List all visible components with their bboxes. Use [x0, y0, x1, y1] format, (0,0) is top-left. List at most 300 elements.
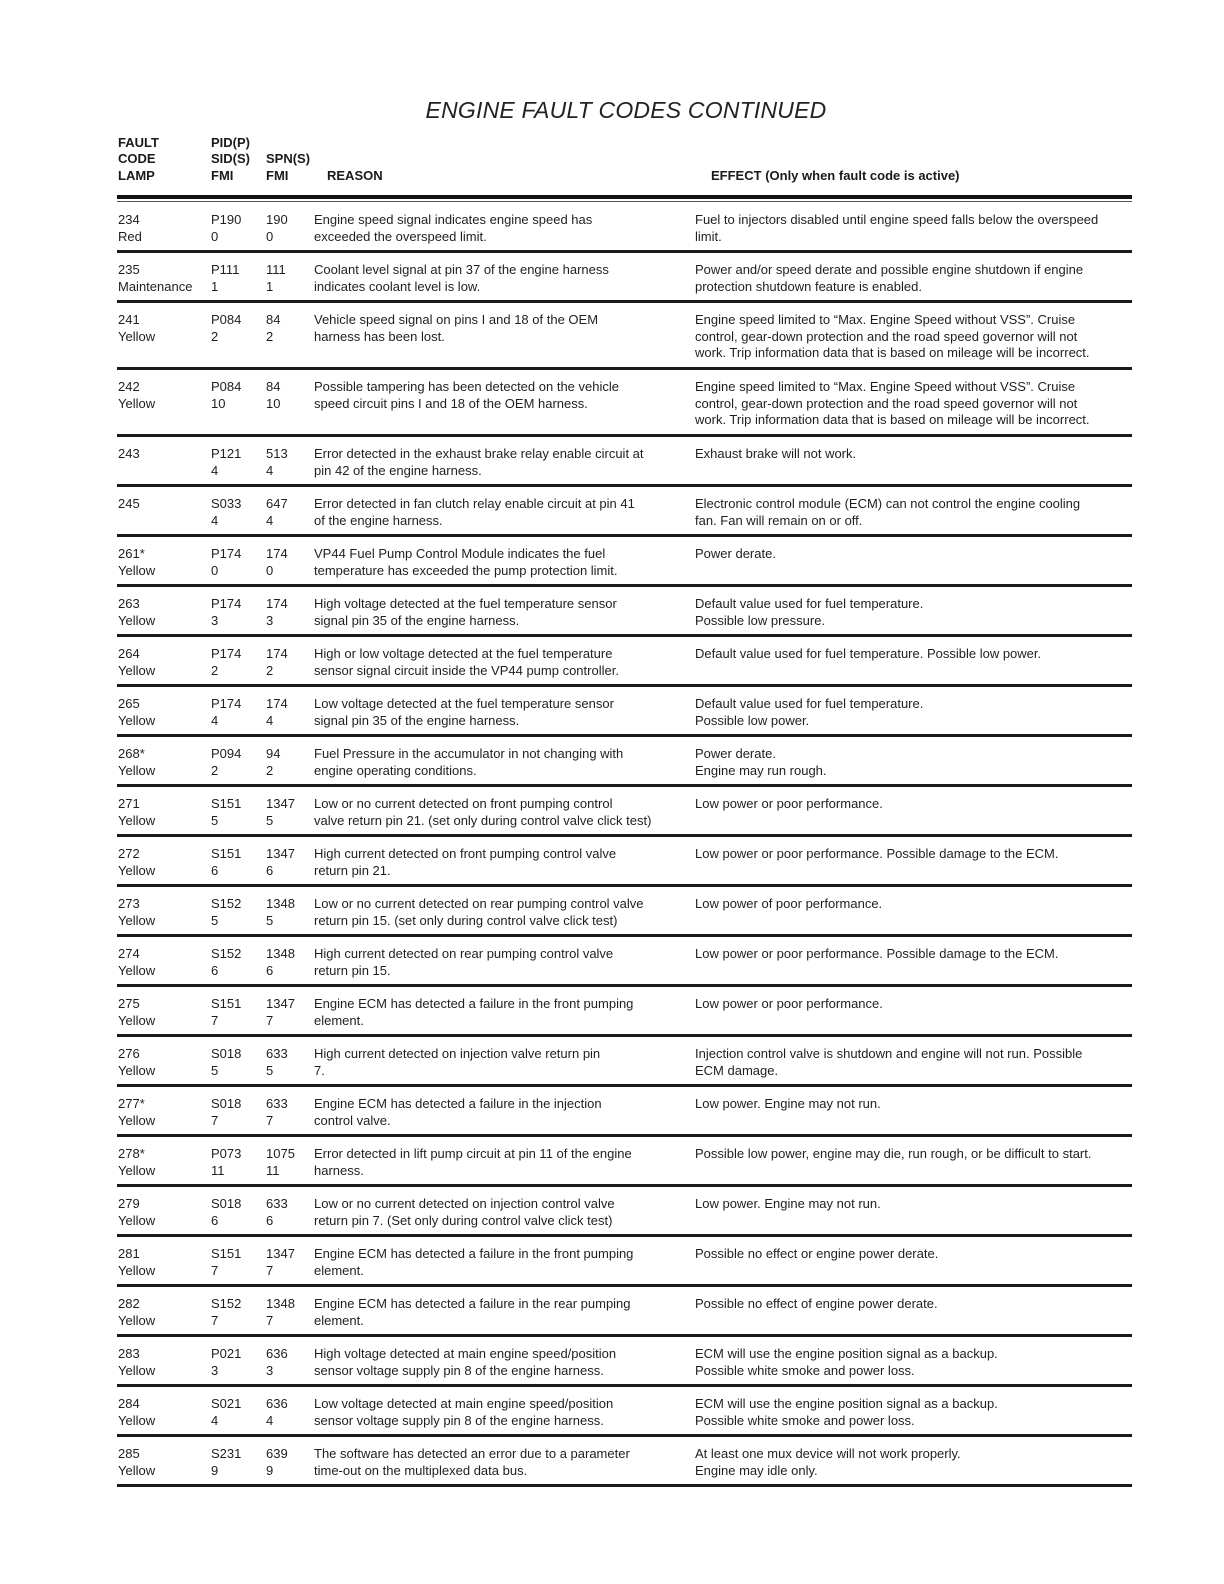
reason-text [314, 596, 696, 629]
pid-sid-fmi-line: P190 [211, 212, 242, 227]
reason-text [314, 212, 696, 245]
spn-fmi-line: 5 [266, 912, 274, 928]
header-spn-fmi-line: FMI [266, 167, 289, 183]
fault-code-lamp-line: 274 [118, 946, 140, 961]
fault-code-lamp-line: Yellow [118, 1112, 156, 1128]
spn-fmi-line: 5 [266, 1062, 274, 1078]
pid-sid-fmi-line: S231 [211, 1446, 242, 1461]
reason-text [314, 646, 696, 679]
header-spn-line: SPN(S) [266, 151, 311, 166]
pid-sid-fmi-line: 6 [211, 1212, 219, 1228]
pid-sid-fmi-line: P174 [211, 546, 242, 561]
spn-fmi-line: 111 [266, 262, 286, 277]
header-pid-sid-fmi [211, 135, 250, 185]
pid-sid-fmi-line: S152 [211, 1296, 242, 1311]
reason-text [314, 1446, 696, 1479]
fault-code-lamp-line: Yellow [118, 762, 156, 778]
spn-fmi [266, 1146, 314, 1179]
header-effect-bold: EFFECT [711, 167, 762, 183]
spn-fmi [266, 896, 314, 929]
reason-text-line: High current detected on injection valve return pin [314, 1046, 601, 1061]
pid-sid-fmi-line: 5 [211, 912, 219, 928]
reason-text-line: sensor voltage supply pin 8 of the engine harness. [314, 1362, 604, 1378]
effect-text-line: Default value used for fuel temperature. Possible low power. [695, 646, 1042, 661]
spn-fmi-line: 1348 [266, 896, 295, 911]
header-spn-fmi [266, 151, 310, 184]
pid-sid-fmi-line: P094 [211, 746, 242, 761]
pid-sid-fmi [211, 1446, 263, 1479]
spn-fmi-line: 3 [266, 1362, 274, 1378]
pid-sid-fmi [211, 996, 263, 1029]
spn-fmi-line: 7 [266, 1312, 274, 1328]
effect-text-line: Low power. Engine may not run. [695, 1196, 881, 1211]
effect-text [695, 379, 1132, 429]
table-row [117, 1337, 1132, 1387]
effect-text [695, 996, 1132, 1013]
reason-text-line: High voltage detected at main engine speed/position [314, 1346, 617, 1361]
fault-code-lamp-line: Red [118, 228, 142, 244]
spn-fmi-line: 4 [266, 462, 274, 478]
pid-sid-fmi-line: S018 [211, 1196, 242, 1211]
pid-sid-fmi-line: P174 [211, 596, 242, 611]
effect-text-line: Possible white smoke and power loss. [695, 1412, 915, 1428]
effect-text-line: Engine may run rough. [695, 762, 827, 778]
pid-sid-fmi [211, 446, 263, 479]
reason-text [314, 796, 696, 829]
fault-code-lamp [118, 996, 208, 1029]
pid-sid-fmi-line: S151 [211, 996, 242, 1011]
spn-fmi [266, 1396, 314, 1429]
reason-text-line: signal pin 35 of the engine harness. [314, 712, 520, 728]
effect-text-line: control, gear-down protection and the road speed governor will not [695, 395, 1078, 411]
fault-code-lamp [118, 496, 208, 513]
reason-text-line: of the engine harness. [314, 512, 443, 528]
reason-text-line: Low or no current detected on rear pumping control valve [314, 896, 644, 911]
effect-text-line: Possible no effect of engine power derate. [695, 1296, 938, 1311]
spn-fmi-line: 636 [266, 1396, 288, 1411]
fault-code-lamp [118, 746, 208, 779]
pid-sid-fmi-line: S033 [211, 496, 242, 511]
pid-sid-fmi-line: 2 [211, 762, 219, 778]
table-row [117, 1187, 1132, 1237]
header-sid-line: SID(S) [211, 151, 250, 166]
spn-fmi-line: 84 [266, 312, 281, 327]
effect-text-line: Power derate. [695, 546, 776, 561]
table-row [117, 737, 1132, 787]
table-row [117, 370, 1132, 437]
spn-fmi [266, 796, 314, 829]
pid-sid-fmi-line: P021 [211, 1346, 242, 1361]
reason-text [314, 946, 696, 979]
reason-text [314, 846, 696, 879]
effect-text [695, 946, 1132, 963]
reason-text-line: Low or no current detected on injection control valve [314, 1196, 615, 1211]
pid-sid-fmi [211, 1396, 263, 1429]
reason-text-line: High or low voltage detected at the fuel temperature [314, 646, 613, 661]
pid-sid-fmi [211, 496, 263, 529]
reason-text-line: harness. [314, 1162, 364, 1178]
pid-sid-fmi-line: P174 [211, 646, 242, 661]
pid-sid-fmi [211, 1246, 263, 1279]
fault-code-lamp-line: Maintenance [118, 278, 193, 294]
header-rule-thin [117, 201, 1132, 202]
effect-text-line: Low power or poor performance. Possible damage to the ECM. [695, 946, 1059, 961]
fault-code-lamp-line: 264 [118, 646, 140, 661]
effect-text [695, 746, 1132, 779]
pid-sid-fmi-line: 5 [211, 812, 219, 828]
fault-code-lamp [118, 946, 208, 979]
fault-code-lamp-line: Yellow [118, 562, 156, 578]
table-row [117, 203, 1132, 253]
pid-sid-fmi-line: P111 [211, 262, 240, 277]
fault-code-lamp [118, 1296, 208, 1329]
effect-text-line: ECM will use the engine position signal as a backup. [695, 1346, 998, 1361]
reason-text-line: valve return pin 21. (set only during control valve click test) [314, 812, 652, 828]
reason-text-line: Engine ECM has detected a failure in the injection [314, 1096, 602, 1111]
reason-text-line: element. [314, 1262, 364, 1278]
spn-fmi-line: 4 [266, 712, 274, 728]
fault-code-lamp-line: Yellow [118, 812, 156, 828]
spn-fmi [266, 1296, 314, 1329]
spn-fmi-line: 6 [266, 962, 274, 978]
pid-sid-fmi-line: 4 [211, 512, 219, 528]
fault-code-lamp-line: 284 [118, 1396, 140, 1411]
spn-fmi [266, 312, 314, 345]
effect-text [695, 496, 1132, 529]
pid-sid-fmi [211, 896, 263, 929]
pid-sid-fmi-line: 0 [211, 562, 219, 578]
effect-text-line: ECM will use the engine position signal as a backup. [695, 1396, 998, 1411]
pid-sid-fmi-line: 2 [211, 662, 219, 678]
header-effect-line [711, 168, 960, 185]
reason-text-line: Error detected in the exhaust brake relay enable circuit at [314, 446, 644, 461]
fault-code-lamp-line: Yellow [118, 1312, 156, 1328]
effect-text-line: Possible white smoke and power loss. [695, 1362, 915, 1378]
spn-fmi-line: 4 [266, 1412, 274, 1428]
fault-code-lamp-line: Yellow [118, 1012, 156, 1028]
fault-code-lamp-line: 272 [118, 846, 140, 861]
fault-code-lamp-line: 242 [118, 379, 140, 394]
effect-text [695, 446, 1132, 463]
fault-code-lamp-line: 268* [118, 746, 145, 761]
table-row [117, 987, 1132, 1037]
reason-text-line: Error detected in fan clutch relay enable circuit at pin 41 [314, 496, 635, 511]
effect-text [695, 1096, 1132, 1113]
spn-fmi-line: 0 [266, 228, 274, 244]
pid-sid-fmi [211, 846, 263, 879]
fault-code-lamp-line: Yellow [118, 912, 156, 928]
pid-sid-fmi-line: 6 [211, 962, 219, 978]
reason-text-line: Low or no current detected on front pumping control [314, 796, 613, 811]
spn-fmi [266, 1046, 314, 1079]
pid-sid-fmi [211, 312, 263, 345]
spn-fmi-line: 1347 [266, 1246, 295, 1261]
reason-text-line: harness has been lost. [314, 328, 445, 344]
fault-code-lamp [118, 379, 208, 412]
pid-sid-fmi [211, 212, 263, 245]
spn-fmi-line: 639 [266, 1446, 288, 1461]
spn-fmi [266, 1446, 314, 1479]
fault-code-lamp-line: 263 [118, 596, 140, 611]
effect-text-line: Engine speed limited to “Max. Engine Speed without VSS”. Cruise [695, 379, 1076, 394]
spn-fmi-line: 2 [266, 762, 274, 778]
reason-text [314, 696, 696, 729]
fault-code-lamp [118, 1196, 208, 1229]
spn-fmi-line: 636 [266, 1346, 288, 1361]
reason-text [314, 1346, 696, 1379]
effect-text-line: Exhaust brake will not work. [695, 446, 857, 461]
reason-text-line: control valve. [314, 1112, 391, 1128]
reason-text-line: return pin 15. (set only during control valve click test) [314, 912, 618, 928]
fault-code-lamp [118, 446, 208, 463]
effect-text-line: control, gear-down protection and the road speed governor will not [695, 328, 1078, 344]
pid-sid-fmi-line: S151 [211, 1246, 242, 1261]
spn-fmi-line: 1347 [266, 996, 295, 1011]
reason-text-line: Coolant level signal at pin 37 of the engine harness [314, 262, 609, 277]
effect-text [695, 1246, 1132, 1263]
fault-code-lamp [118, 212, 208, 245]
reason-text-line: element. [314, 1312, 364, 1328]
effect-text [695, 1046, 1132, 1079]
spn-fmi [266, 1096, 314, 1129]
spn-fmi-line: 9 [266, 1462, 274, 1478]
fault-code-lamp-line: 235 [118, 262, 140, 277]
header-pid-line: PID(P) [211, 134, 250, 150]
pid-sid-fmi-line: 7 [211, 1112, 219, 1128]
effect-text [695, 312, 1132, 362]
pid-sid-fmi-line: 4 [211, 712, 219, 728]
fault-code-lamp-line: Yellow [118, 862, 156, 878]
pid-sid-fmi-line: S018 [211, 1046, 242, 1061]
pid-sid-fmi [211, 1146, 263, 1179]
spn-fmi-line: 1348 [266, 946, 295, 961]
spn-fmi-line: 10 [266, 395, 281, 411]
column-headers [117, 134, 1132, 186]
effect-text-line: Engine speed limited to “Max. Engine Speed without VSS”. Cruise [695, 312, 1076, 327]
spn-fmi [266, 546, 314, 579]
spn-fmi-line: 1347 [266, 846, 295, 861]
pid-sid-fmi-line: 0 [211, 228, 219, 244]
effect-text-line: Possible no effect or engine power derate. [695, 1246, 939, 1261]
pid-sid-fmi-line: 3 [211, 1362, 219, 1378]
table-row [117, 637, 1132, 687]
fault-code-lamp [118, 646, 208, 679]
fault-code-lamp [118, 1346, 208, 1379]
spn-fmi-line: 1 [266, 278, 274, 294]
fault-code-lamp-line: 282 [118, 1296, 140, 1311]
spn-fmi [266, 1246, 314, 1279]
pid-sid-fmi-line: 6 [211, 862, 219, 878]
effect-text-line: Electronic control module (ECM) can not control the engine cooling [695, 496, 1081, 511]
fault-code-lamp-line: Yellow [118, 1362, 156, 1378]
reason-text-line: Engine ECM has detected a failure in the front pumping [314, 1246, 634, 1261]
pid-sid-fmi [211, 1096, 263, 1129]
spn-fmi-line: 647 [266, 496, 288, 511]
page-title: ENGINE FAULT CODES CONTINUED [425, 97, 827, 124]
table-row [117, 887, 1132, 937]
spn-fmi-line: 1348 [266, 1296, 295, 1311]
effect-text-line: Low power or poor performance. [695, 796, 883, 811]
pid-sid-fmi-line: 4 [211, 1412, 219, 1428]
fault-code-lamp-line: Yellow [118, 1212, 156, 1228]
reason-text-line: Fuel Pressure in the accumulator in not changing with [314, 746, 624, 761]
reason-text [314, 262, 696, 295]
spn-fmi-line: 633 [266, 1196, 288, 1211]
pid-sid-fmi [211, 1046, 263, 1079]
table-row [117, 487, 1132, 537]
effect-text [695, 262, 1132, 295]
spn-fmi-line: 7 [266, 1012, 274, 1028]
effect-text [695, 896, 1132, 913]
fault-code-lamp-line: Yellow [118, 1462, 156, 1478]
effect-text-line: Default value used for fuel temperature. [695, 696, 924, 711]
header-effect-note: (Only when fault code is active) [765, 167, 960, 183]
fault-code-lamp-line: Yellow [118, 1162, 156, 1178]
table-row [117, 587, 1132, 637]
fault-code-lamp [118, 896, 208, 929]
reason-text-line: Engine speed signal indicates engine speed has [314, 212, 593, 227]
reason-text [314, 546, 696, 579]
effect-text-line: Low power. Engine may not run. [695, 1096, 881, 1111]
reason-text-line: VP44 Fuel Pump Control Module indicates the fuel [314, 546, 606, 561]
reason-text-line: signal pin 35 of the engine harness. [314, 612, 520, 628]
reason-text-line: Low voltage detected at the fuel temperature sensor [314, 696, 614, 711]
header-effect [711, 168, 960, 185]
effect-text [695, 1396, 1132, 1429]
reason-text-line: 7. [314, 1062, 325, 1078]
reason-text [314, 1246, 696, 1279]
fault-code-lamp-line: Yellow [118, 712, 156, 728]
reason-text-line: return pin 7. (Set only during control valve click test) [314, 1212, 613, 1228]
spn-fmi-line: 7 [266, 1112, 274, 1128]
pid-sid-fmi-line: S151 [211, 796, 242, 811]
reason-text-line: Engine ECM has detected a failure in the front pumping [314, 996, 634, 1011]
reason-text [314, 1296, 696, 1329]
fault-code-lamp-line: Yellow [118, 962, 156, 978]
fault-code-lamp [118, 1446, 208, 1479]
spn-fmi-line: 633 [266, 1096, 288, 1111]
reason-text-line: Low voltage detected at main engine speed/position [314, 1396, 614, 1411]
pid-sid-fmi-line: P174 [211, 696, 242, 711]
pid-sid-fmi-line: 10 [211, 395, 226, 411]
pid-sid-fmi-line: 3 [211, 612, 219, 628]
spn-fmi-line: 174 [266, 646, 288, 661]
fault-code-lamp [118, 1246, 208, 1279]
fault-code-lamp [118, 796, 208, 829]
table-row [117, 1287, 1132, 1337]
spn-fmi-line: 6 [266, 1212, 274, 1228]
effect-text [695, 546, 1132, 563]
spn-fmi-line: 190 [266, 212, 288, 227]
spn-fmi-line: 11 [266, 1162, 280, 1178]
effect-text-line: Injection control valve is shutdown and engine will not run. Possible [695, 1046, 1083, 1061]
pid-sid-fmi-line: S151 [211, 846, 242, 861]
reason-text [314, 1046, 696, 1079]
effect-text-line: At least one mux device will not work properly. [695, 1446, 961, 1461]
pid-sid-fmi [211, 696, 263, 729]
reason-text [314, 746, 696, 779]
pid-sid-fmi [211, 1296, 263, 1329]
fault-code-lamp-line: 281 [118, 1246, 140, 1261]
spn-fmi-line: 1347 [266, 796, 295, 811]
header-lamp-line: LAMP [118, 167, 155, 183]
reason-text-line: temperature has exceeded the pump protection limit. [314, 562, 618, 578]
reason-text-line: sensor voltage supply pin 8 of the engine harness. [314, 1412, 604, 1428]
pid-sid-fmi-line: S021 [211, 1396, 242, 1411]
pid-sid-fmi-line: S152 [211, 896, 242, 911]
reason-text-line: Engine ECM has detected a failure in the rear pumping [314, 1296, 631, 1311]
table-row [117, 787, 1132, 837]
spn-fmi-line: 174 [266, 696, 288, 711]
effect-text [695, 846, 1132, 863]
row-divider [117, 1484, 1132, 1487]
effect-text [695, 1346, 1132, 1379]
fault-code-lamp-line: 278* [118, 1146, 145, 1161]
reason-text-line: exceeded the overspeed limit. [314, 228, 487, 244]
effect-text-line: work. Trip information data that is based on mileage will be incorrect. [695, 345, 1090, 361]
pid-sid-fmi-line: 7 [211, 1262, 219, 1278]
header-code-line: CODE [118, 151, 156, 166]
pid-sid-fmi-line: 4 [211, 462, 219, 478]
spn-fmi [266, 696, 314, 729]
fault-code-lamp-line: 283 [118, 1346, 140, 1361]
spn-fmi [266, 996, 314, 1029]
effect-text-line: Possible low power, engine may die, run rough, or be difficult to start. [695, 1146, 1092, 1161]
effect-text [695, 1296, 1132, 1313]
pid-sid-fmi [211, 596, 263, 629]
spn-fmi-line: 174 [266, 596, 288, 611]
spn-fmi [266, 262, 314, 295]
pid-sid-fmi-line: 7 [211, 1012, 219, 1028]
pid-sid-fmi-line: P084 [211, 379, 242, 394]
reason-text [314, 496, 696, 529]
effect-text [695, 212, 1132, 245]
fault-code-lamp-line: Yellow [118, 328, 156, 344]
reason-text [314, 1196, 696, 1229]
pid-sid-fmi [211, 379, 263, 412]
fault-code-lamp-line: Yellow [118, 395, 156, 411]
reason-text-line: engine operating conditions. [314, 762, 477, 778]
effect-text-line: Power and/or speed derate and possible engine shutdown if engine [695, 262, 1084, 277]
spn-fmi [266, 496, 314, 529]
pid-sid-fmi-line: 1 [211, 278, 219, 294]
spn-fmi-line: 1075 [266, 1146, 295, 1161]
reason-text [314, 312, 696, 345]
reason-text-line: pin 42 of the engine harness. [314, 462, 482, 478]
reason-text [314, 996, 696, 1029]
spn-fmi [266, 846, 314, 879]
fault-code-lamp [118, 1046, 208, 1079]
reason-text-line: The software has detected an error due to a parameter [314, 1446, 630, 1461]
fault-code-lamp-line: 261* [118, 546, 145, 561]
table-row [117, 837, 1132, 887]
reason-text [314, 379, 696, 412]
pid-sid-fmi-line: 9 [211, 1462, 219, 1478]
effect-text [695, 646, 1132, 663]
effect-text [695, 596, 1132, 629]
effect-text [695, 696, 1132, 729]
header-rule-thick [117, 195, 1132, 199]
pid-sid-fmi-line: P073 [211, 1146, 242, 1161]
reason-text-line: element. [314, 1012, 364, 1028]
table-row [117, 1087, 1132, 1137]
effect-text-line: work. Trip information data that is based on mileage will be incorrect. [695, 412, 1090, 428]
table-row [117, 437, 1132, 487]
effect-text [695, 1146, 1132, 1163]
spn-fmi-line: 2 [266, 328, 274, 344]
effect-text-line: Fuel to injectors disabled until engine speed falls below the overspeed [695, 212, 1099, 227]
spn-fmi-line: 5 [266, 812, 274, 828]
